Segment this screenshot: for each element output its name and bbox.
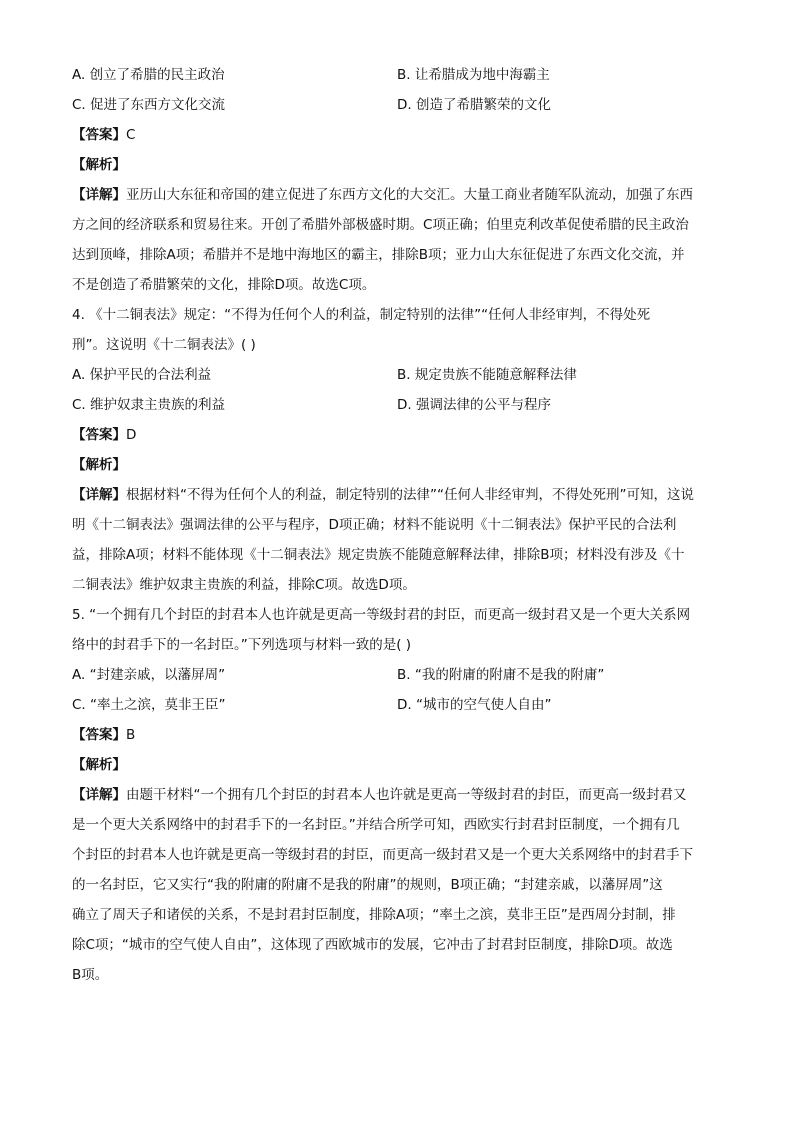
q3-answer: 【答案】C [72, 127, 136, 143]
q3-option-b: B. 让希腊成为地中海霸主 [397, 67, 550, 83]
q4-option-b: B. 规定贵族不能随意解释法律 [397, 367, 577, 383]
q4-detail: 【详解】根据材料“不得为任何个人的利益，制定特别的法律”“任何人非经审判，不得处死刑”可知，这说 明《十二铜表法》强调法律的公平与程序，D项正确；材料不能说明《十二铜表法》保护平民的合法利 益，排除A项；材料不能体现《十二铜表法》规定贵族不能随意解释法律，排除B项；材料没有涉及《十 二铜表法》维护奴隶主贵族的利益，排除C项。故选D项。 [72, 487, 694, 593]
q4-option-a: A. 保护平民的合法利益 [72, 367, 212, 383]
q3-options-row-2 [72, 90, 722, 120]
q5-options-row-2 [72, 690, 722, 720]
q5-option-b: B. “我的附庸的附庸不是我的附庸” [397, 667, 605, 683]
q3-options-row-1 [72, 60, 722, 90]
q4-answer: 【答案】D [72, 427, 137, 443]
q5-answer: 【答案】B [72, 727, 136, 743]
q5-detail: 【详解】由题干材料“一个拥有几个封臣的封君本人也许就是更高一等级封君的封臣，而更高一级封君又 是一个更大关系网络中的封君手下的一名封臣。”并结合所学可知，西欧实行封君封臣制度，一个拥有几 个封臣的封君本人也许就是更高一等级封君的封臣，而更高一级封君又是一个更大关系网络中的封君手下 的一名封臣，它又实行“我的附庸的附庸不是我的附庸”的规则，B项正确；“封建亲戚，以藩屏周”这 确立了周天子和诸侯的关系，不是封君封臣制度，排除A项；“率土之滨，莫非王臣”是西周分封制，排 除C项；“城市的空气使人自由”，这体现了西欧城市的发展，它冲击了封君封臣制度，排除D项。故选 B项。 [72, 787, 693, 983]
document-page [72, 60, 722, 990]
q4-analysis-heading: 【解析】 [72, 457, 126, 473]
q5-option-d: D. “城市的空气使人自由” [397, 697, 552, 713]
q3-option-d: D. 创造了希腊繁荣的文化 [397, 97, 551, 113]
q5-option-c: C. “率土之滨，莫非王臣” [72, 697, 226, 713]
q3-option-c: C. 促进了东西方文化交流 [72, 97, 226, 113]
q4-options-row-2 [72, 390, 722, 420]
q4-option-c: C. 维护奴隶主贵族的利益 [72, 397, 226, 413]
q5-option-a: A. “封建亲戚，以藩屏周” [72, 667, 226, 683]
q3-detail: 【详解】亚历山大东征和帝国的建立促进了东西方文化的大交汇。大量工商业者随军队流动，加强了东西 方之间的经济联系和贸易往来。开创了希腊外部极盛时期。C项正确；伯里克利改革促使希腊的民主政治 达到顶峰，排除A项；希腊并不是地中海地区的霸主，排除B项；亚力山大东征促进了东西文化交流，并 不是创造了希腊繁荣的文化，排除D项。故选C项。 [72, 187, 693, 293]
q4-option-d: D. 强调法律的公平与程序 [397, 397, 551, 413]
q3-analysis-heading: 【解析】 [72, 157, 126, 173]
q5-options-row-1 [72, 660, 722, 690]
q4-stem-line-1: 4. 《十二铜表法》规定：“不得为任何个人的利益，制定特别的法律”“任何人非经审判，不得处死 [72, 307, 651, 323]
q3-option-a: A. 创立了希腊的民主政治 [72, 67, 225, 83]
q5-stem-line-2: 络中的封君手下的一名封臣。”下列选项与材料一致的是( ) [72, 637, 412, 653]
q4-stem-line-2: 刑”。这说明《十二铜表法》( ) [72, 337, 256, 353]
q4-options-row-1 [72, 360, 722, 390]
q5-analysis-heading: 【解析】 [72, 757, 126, 773]
q5-stem-line-1: 5. “一个拥有几个封臣的封君本人也许就是更高一等级封君的封臣，而更高一级封君又是一个更大关系网 [72, 607, 691, 623]
